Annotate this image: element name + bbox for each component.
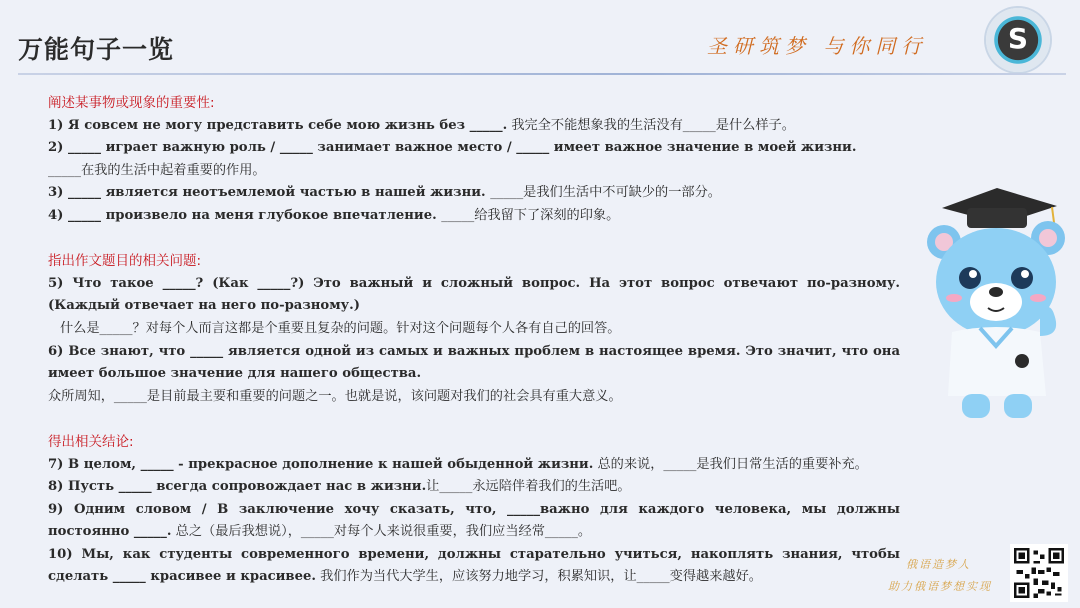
- section-heading-topic-questions: 指出作文题目的相关问题:: [48, 253, 202, 270]
- list-item: 8) Пусть _____ всегда сопровождает нас в жизни.让_____永远陪伴着我们的生活吧。: [48, 479, 631, 495]
- list-item: 4) _____ произвело на меня глубокое впечатление. _____给我留下了深刻的印象。: [48, 207, 620, 223]
- list-item: 3) _____ является неотъемлемой частью в нашей жизни. _____是我们生活中不可缺少的一部分。: [48, 185, 721, 201]
- section-heading-conclusion: 得出相关结论:: [48, 433, 134, 450]
- qr-code-icon[interactable]: [1010, 544, 1068, 602]
- list-item: 9) Одним словом / В заключение хочу сказать, что, _____важно для каждого человека, мы должны постоянно _____. 总之（最后我想说），_____对每个人来说很重要，我们应当经常_____。: [48, 501, 900, 540]
- header-divider: [18, 73, 1066, 75]
- page-title: 万能句子一览: [18, 35, 175, 64]
- section-heading-importance: 阐述某事物或现象的重要性:: [48, 95, 215, 111]
- brand-logo-icon: [986, 8, 1050, 72]
- list-item: _____在我的生活中起着重要的作用。: [48, 162, 266, 178]
- header: [0, 0, 1080, 80]
- list-item: 众所周知，_____是目前最主要和重要的问题之一。也就是说，该问题对我们的社会具有重大意义。: [48, 388, 622, 404]
- phrase-list: [48, 92, 900, 589]
- list-item: 6) Все знают, что _____ является одной из самых и важных проблем в настоящее время. Это значит, что она имеет большое значение для нашего общества.: [48, 343, 900, 382]
- list-item: 2) _____ играет важную роль / _____ занимает важное место / _____ имеет важное значение в моей жизни.: [48, 140, 857, 156]
- list-item: 什么是_____？对每个人而言这都是个重要且复杂的问题。针对这个问题每个人各有自己的回答。: [60, 320, 621, 336]
- list-item: 7) В целом, _____ - прекрасное дополнение к нашей обыденной жизни. 总的来说，_____是我们日常生活的重要补充。: [48, 456, 868, 472]
- footer-slogan-1: 俄语造梦人: [906, 558, 971, 571]
- list-item: 1) Я совсем не могу представить себе мою жизнь без _____. 我完全不能想象我的生活没有_____是什么样子。: [48, 117, 795, 133]
- list-item: 10) Мы, как студенты современного времени, должны старательно учиться, накоплять знания, чтобы сделать _____ красивее и красивее. 我们作为当代大学生，应该努力地学习，积累知识，让_____变得越来越好。: [48, 546, 900, 585]
- list-item: 5) Что такое _____? (Как _____?) Это важный и сложный вопрос. На этот вопрос отвечают по-разному.(Каждый отвечает на него по-разному.): [48, 275, 900, 314]
- footer-slogan-2: 助力俄语梦想实现: [888, 580, 992, 593]
- slogan: 圣研筑梦 与你同行: [707, 34, 928, 58]
- logo-letter: S: [1007, 22, 1029, 55]
- bear-mascot-icon: [922, 186, 1072, 426]
